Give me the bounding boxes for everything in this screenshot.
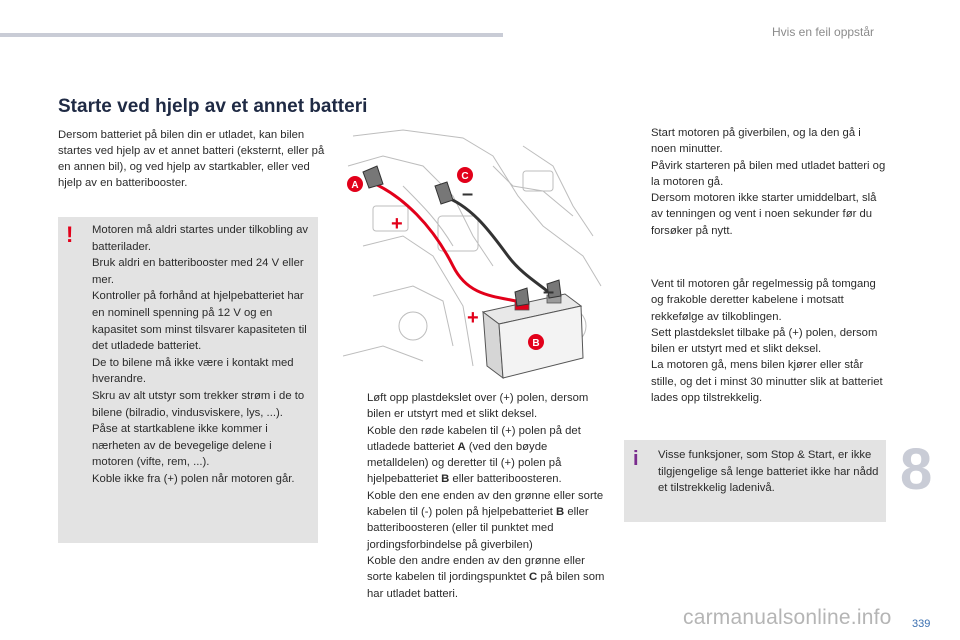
step-text: Start motoren på giverbilen, og la den gå i noen minutter. [651,127,861,156]
step-text: Vent til motoren går regelmessig på tomgang og frakoble deretter kabelene i motsatt rekkefølge av tilkoblingen. [651,278,876,323]
step-item [625,125,887,158]
step-item [341,488,607,553]
step-item [625,158,887,239]
chapter-title: Hvis en feil oppstår [772,25,875,39]
step-item [625,276,887,325]
step-text: La motoren gå, mens bilen kjører eller står stille, og det i minst 30 minutter slik at batteriet lades opp tilstrekkelig. [651,359,883,405]
step-text: Påvirk starteren på bilen med utladet batteri og la motoren gå. [651,159,886,188]
plus-sign-lower: + [467,307,479,329]
step-text: Løft opp plastdekslet over (+) polen, dersom bilen er utstyrt med et slikt deksel. [367,392,589,421]
step-item [341,390,607,423]
warning-paragraph: Koble ikke fra (+) polen når motoren går. [92,472,295,485]
step-item [341,423,607,488]
plus-sign-upper: + [391,213,403,235]
warning-paragraph: Skru av alt utstyr som trekker strøm i de to bilene (bilradio, vindusviskere, lys, ...). [92,389,305,419]
step-text: Koble den røde kabelen til (+) polen på det utladede batteriet [367,424,581,453]
step-reference-label: B [556,506,565,519]
step-reference-label: B [441,473,450,486]
warning-paragraph: De to bilene må ikke være i kontakt med hverandre. [92,356,294,386]
intro-paragraph: Dersom batteriet på bilen din er utladet, kan bilen startes ved hjelp av et annet batteri (eksternt, eller på en annen bil), og ved hjelp av startkabler, eller ved hjelp av en batteribooster. [58,129,325,189]
page-title: Starte ved hjelp av et annet batteri [58,96,368,117]
label-b [528,334,544,350]
steps-list-right-top [625,125,887,239]
label-a [347,176,363,192]
step-item [625,357,887,406]
svg-text:A: A [351,180,359,191]
watermark: carmanualsonline.info [683,606,892,629]
chapter-number: 8 [900,437,933,502]
minus-sign-upper: – [462,183,474,205]
svg-text:C: C [461,171,469,182]
label-c [457,167,473,183]
info-text: Visse funksjoner, som Stop & Start, er ikke tilgjengelige så lenge batteriet ikke har nådd et tilstrekkelig ladenivå. [658,449,879,495]
warning-paragraph: Påse at startkablene ikke kommer i nærheten av de bevegelige delene i motoren (vifte, rem, ...). [92,423,272,469]
warning-text [92,222,316,488]
step-reference-label: A [457,440,466,453]
step-item [341,553,607,602]
page-number: 339 [912,618,931,630]
step-text: på bilen som har utladet batteri. [367,571,605,600]
svg-text:B: B [532,338,540,349]
header-bar [0,33,503,37]
step-text: Sett plastdekslet tilbake på (+) polen, dersom bilen er utstyrt med et slikt deksel. [651,326,878,356]
exclamation-icon: ! [66,222,74,247]
steps-list-middle [341,390,607,602]
jump-start-illustration [343,126,605,384]
step-text: eller batteriboosteren. [449,473,562,486]
warning-paragraph: Kontroller på forhånd at hjelpebatteriet har en nominell spenning på 12 V og en kapasitet som minst tilsvarer kapasiteten til det utladede batteriet. [92,290,307,353]
step-text: Koble den ene enden av den grønne eller sorte kabelen til (-) polen på hjelpebatteriet [367,489,604,519]
step-reference-label: C [529,571,538,584]
info-icon: i [633,448,639,470]
step-text: (ved den bøyde metalldelen) og deretter til (+) polen på hjelpebatteriet [367,440,562,486]
steps-list-right-bottom [625,276,887,406]
warning-paragraph: Motoren må aldri startes under tilkobling av batterilader. [92,224,308,253]
step-text: eller batteriboosteren (eller til punktet med jordingsforbindelse på giverbilen) [367,506,589,551]
step-text: Koble den andre enden av den grønne eller sorte kabelen til jordingspunktet [367,554,585,584]
warning-paragraph: Bruk aldri en batteribooster med 24 V eller mer. [92,257,304,286]
step-extra-text: Dersom motoren ikke starter umiddelbart, slå av tenningen og vent i noen sekunder før du forsøker på nytt. [651,192,877,237]
minus-sign-lower: – [543,281,555,303]
step-item [625,325,887,358]
